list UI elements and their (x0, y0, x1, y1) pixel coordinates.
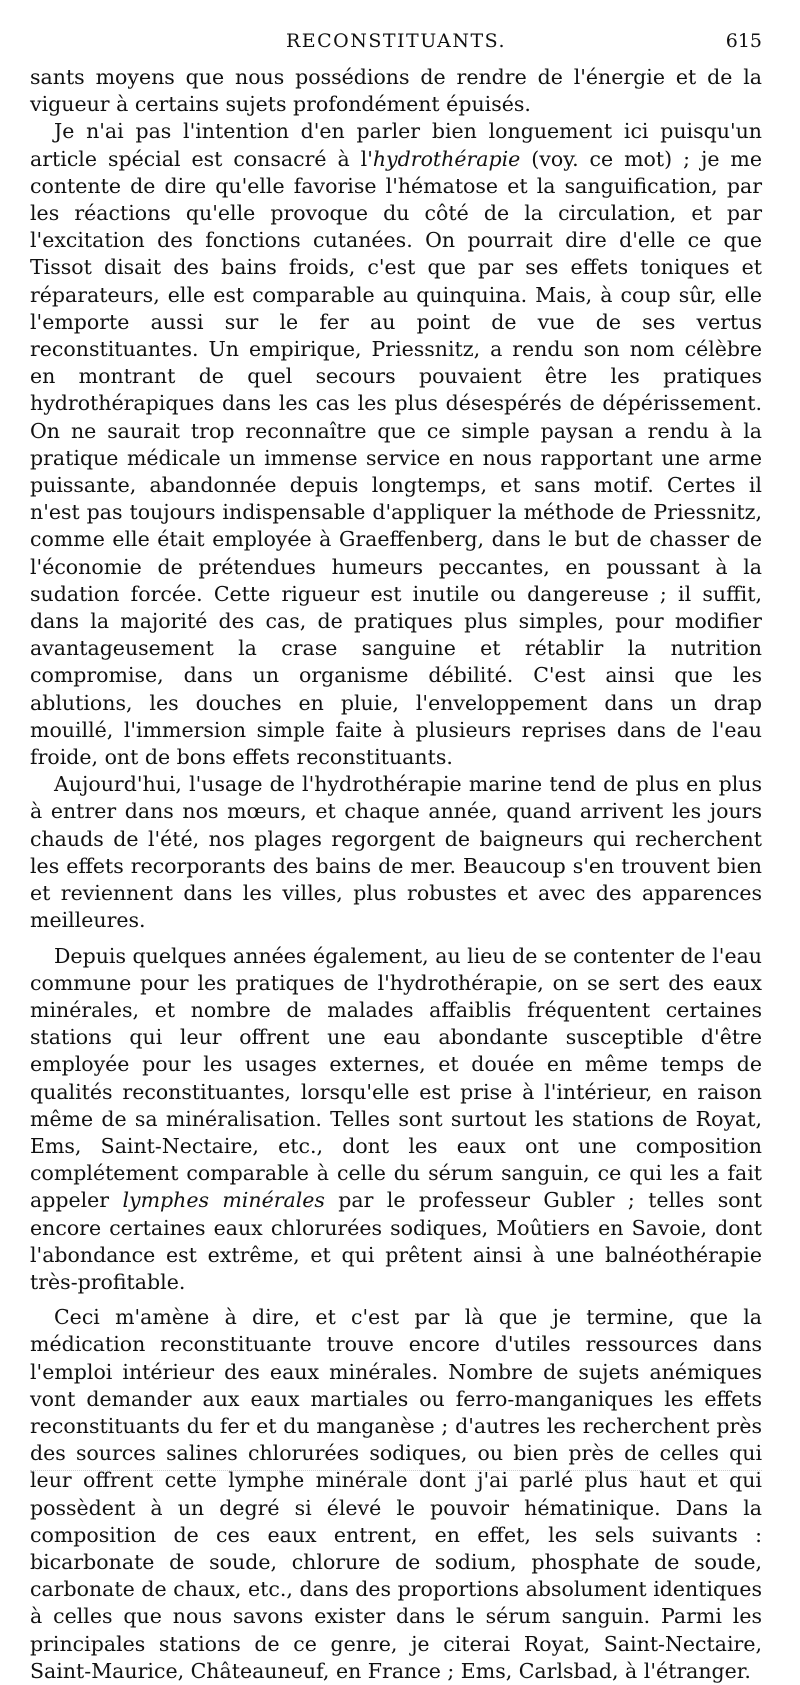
footer-rule (30, 1470, 762, 1471)
paragraph-conclusion: Ceci m'amène à dire, et c'est par là que je termine, que la médication reconstituante trouve encore d'utiles ressources dans l'emploi intérieur des eaux minérales. Nombre de sujets anémiques vont demander aux eaux martiales ou ferro-manganiques les effets reconstituants du fer et du manganèse ; d'autres les recherchent près des sources salines chlorurées sodiques, ou bien près de celles qui leur offrent cette lymphe minérale dont j'ai parlé plus haut et qui possèdent à un degré si élevé le pouvoir hématinique. Dans la composition de ces eaux entrent, en effet, les sels suivants : bicarbonate de soude, chlorure de sodium, phosphate de soude, carbonate de chaux, etc., dans des proportions absolument identiques à celles que nous savons exister dans le sérum sanguin. Parmi les principales stations de ce genre, je citerai Royat, Saint-Nectaire, Saint-Maurice, Châteauneuf, en France ; Ems, Carlsbad, à l'étranger. (30, 1305, 762, 1683)
italic-term: hydrothérapie (372, 146, 521, 171)
paragraph-text: par le professeur Gubler ; telles sont encore certaines eaux chlorurées sodiques, Moûtiers en Savoie, dont l'abondance est extrême, et qui prêtent ainsi à une balnéothérapie très-profitable. (30, 1188, 762, 1294)
paragraph-text: Depuis quelques années également, au lieu de se contenter de l'eau commune pour les pratiques de l'hydrothérapie, on se sert des eaux minérales, et nombre de malades affaiblis fréquentent certaines stations qui leur offrent une eau abondante susceptible d'être employée pour les usages externes, et douée en même temps de qualités reconstituantes, lorsqu'elle est prise à l'intérieur, en raison même de sa minéralisation. Telles sont surtout les stations de Royat, Ems, Saint-Nectaire, etc., dont les eaux ont une composition complétement comparable à celle du sérum sanguin, ce qui les a fait appeler (30, 943, 762, 1213)
article-body (30, 64, 762, 1685)
paragraph-continuation: sants moyens que nous possédions de rendre de l'énergie et de la vigueur à certains sujets profondément épuisés. (30, 65, 762, 117)
italic-term: lymphes minérales (122, 1188, 325, 1213)
paragraph-text: Je n'ai pas l'intention d'en parler bien longuement ici puisqu'un article spécial est consacré à l' (30, 119, 762, 171)
page-header (30, 30, 762, 58)
paragraph-hydrotherapy (30, 118, 762, 771)
paragraph-mineral-waters (30, 943, 762, 1297)
page-number: 615 (725, 30, 762, 52)
paragraph-text: (voy. ce mot) ; je me contente de dire qu'elle favorise l'hématose et la sanguification, par les réactions qu'elle provoque du côté de la circulation, et par l'excitation des fonctions cutanées. On pourrait dire d'elle ce que Tissot disait des bains froids, c'est que par ses effets toniques et réparateurs, elle est comparable au quinquina. Mais, à coup sûr, elle l'emporte aussi sur le fer au point de vue de ses vertus reconstituantes. Un empirique, Priessnitz, a rendu son nom célèbre en montrant de quel secours pouvaient être les pratiques hydrothérapiques dans les cas les plus désespérés de dépérissement. On ne saurait trop reconnaître que ce simple paysan a rendu à la pratique médicale un immense service en nous rapportant une arme puissante, abandonnée depuis longtemps, et sans motif. Certes il n'est pas toujours indispensable d'appliquer la méthode de Priessnitz, comme elle était employée à Graeffenberg, dans le but de chasser de l'économie de prétendues humeurs peccantes, en poussant à la sudation forcée. Cette rigueur est inutile ou dangereuse ; il suffit, dans la majorité des cas, de pratiques plus simples, pour modifier avantageusement la crase sanguine et rétablir la nutrition compromise, dans un organisme débilité. C'est ainsi que les ablutions, les douches en pluie, l'enveloppement dans un drap mouillé, l'immersion simple faite à plusieurs reprises dans de l'eau froide, ont de bons effets reconstituants. (30, 146, 762, 770)
paragraph-marine-hydrotherapy: Aujourd'hui, l'usage de l'hydrothérapie marine tend de plus en plus à entrer dans nos mœurs, et chaque année, quand arrivent les jours chauds de l'été, nos plages regorgent de baigneurs qui recherchent les effets recorporants des bains de mer. Beaucoup s'en trouvent bien et reviennent dans les villes, plus robustes et avec des apparences meilleures. (30, 772, 762, 933)
running-title: RECONSTITUANTS. (285, 30, 507, 52)
